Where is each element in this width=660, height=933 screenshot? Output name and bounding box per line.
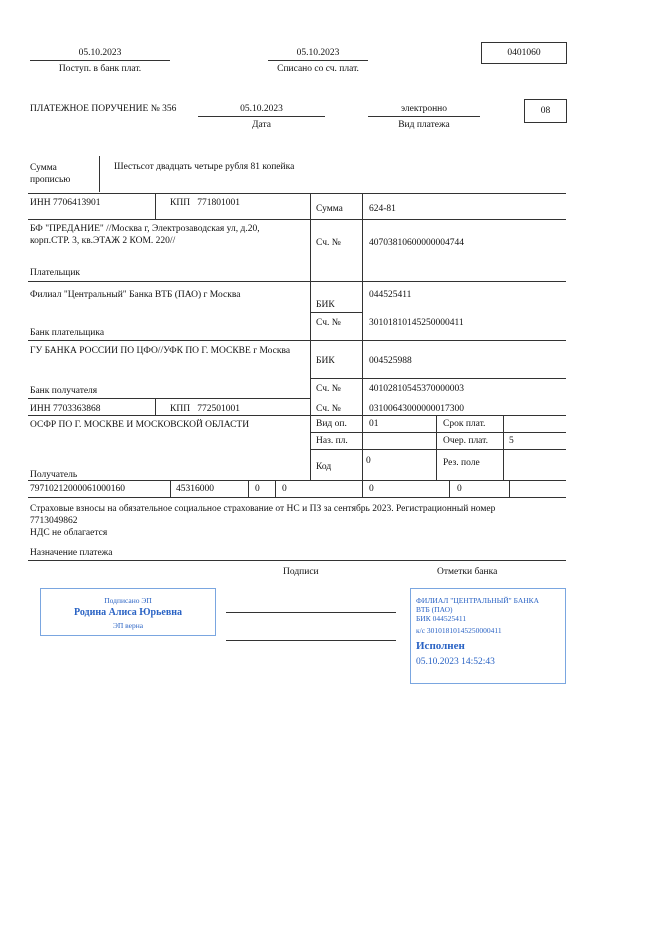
recipient-account-label: Сч. № — [316, 404, 341, 414]
payer-bank-account-label: Сч. № — [316, 318, 341, 328]
recipient-bank-account: 40102810545370000003 — [369, 384, 464, 394]
payer-name-line2: корп.СТР. 3, кв.ЭТАЖ 2 КОМ. 220// — [30, 236, 176, 246]
recipient-bank-bik-label: БИК — [316, 356, 335, 366]
tax-field-3: 0 — [255, 484, 260, 494]
payer-bank-account: 30101810145250000411 — [369, 318, 464, 328]
payer-account: 40703810600000004744 — [369, 238, 464, 248]
payment-type: электронно — [400, 104, 448, 114]
amount-value: 624-81 — [369, 204, 396, 214]
term-label: Срок плат. — [443, 419, 486, 429]
payer-bank-label: Банк плательщика — [30, 328, 105, 338]
date-received-label: Поступ. в банк плат. — [58, 64, 142, 74]
form-code: 0401060 — [507, 48, 541, 58]
op-type-label: Вид оп. — [316, 419, 347, 429]
payer-name-line1: БФ "ПРЕДАНИЕ" //Москва г, Электрозаводская ул, д.20, — [30, 224, 260, 234]
date-received: 05.10.2023 — [78, 48, 122, 58]
signature-stamp — [40, 588, 216, 636]
purpose-line2: 7713049862 — [30, 516, 78, 526]
payment-type-label: Вид платежа — [398, 120, 450, 130]
recipient-bank-bik: 004525988 — [369, 356, 412, 366]
recipient-bank-account-label: Сч. № — [316, 384, 341, 394]
recipient-kpp: КПП 772501001 — [170, 404, 240, 414]
tax-field-5: 0 — [369, 484, 374, 494]
payer-inn: ИНН 7706413901 — [30, 198, 101, 208]
purpose-label: Назначение платежа — [30, 548, 113, 558]
bank-stamp-status: Исполнен — [416, 640, 465, 652]
signed-ep-text: Подписано ЭП — [104, 596, 152, 605]
payer-bank-bik-label: БИК — [316, 300, 335, 310]
recipient-account: 03100643000000017300 — [369, 404, 464, 414]
queue-label: Очер. плат. — [443, 436, 488, 446]
amount-words-label: Сумма прописью — [30, 163, 71, 185]
date-debited-label: Списано со сч. плат. — [277, 64, 359, 74]
amount-words-value: Шестьсот двадцать четыре рубля 81 копейка — [114, 162, 295, 172]
payer-bank-bik: 044525411 — [369, 290, 412, 300]
recipient-name: ОСФР ПО Г. МОСКВЕ И МОСКОВСКОЙ ОБЛАСТИ — [30, 420, 250, 430]
bank-stamp-line1: ФИЛИАЛ "ЦЕНТРАЛЬНЫЙ" БАНКА — [416, 596, 540, 605]
code-label: Код — [316, 462, 332, 472]
recipient-label: Получатель — [30, 470, 78, 480]
form-code-box — [481, 42, 567, 64]
bank-marks-label: Отметки банка — [437, 567, 498, 577]
ep-valid-text: ЭП верна — [112, 621, 144, 630]
bank-stamp-line2: ВТБ (ПАО) — [416, 605, 453, 614]
payer-account-label: Сч. № — [316, 238, 341, 248]
amount-label: Сумма — [316, 204, 343, 214]
bank-stamp — [410, 588, 566, 684]
order-date: 05.10.2023 — [240, 104, 283, 114]
recipient-bank-label: Банк получателя — [30, 386, 98, 396]
tax-field-4: 0 — [282, 484, 287, 494]
order-date-label: Дата — [252, 120, 271, 130]
priority-box — [524, 99, 567, 123]
signatures-label: Подписи — [283, 567, 319, 577]
queue-value: 5 — [509, 436, 514, 446]
payer-kpp: КПП 771801001 — [170, 198, 240, 208]
op-type: 01 — [369, 419, 379, 429]
purpose-line3: НДС не облагается — [30, 528, 108, 538]
recipient-inn: ИНН 7703363868 — [30, 404, 101, 414]
signer-name: Родина Алиса Юрьевна — [73, 607, 183, 618]
recipient-bank-name: ГУ БАНКА РОССИИ ПО ЦФО//УФК ПО Г. МОСКВЕ г Москва — [30, 346, 291, 356]
tax-oktmo: 45316000 — [176, 484, 214, 494]
bank-stamp-line4: к/с 30101810145250000411 — [416, 626, 502, 635]
bank-stamp-datetime: 05.10.2023 14:52:43 — [416, 657, 495, 667]
purpose-code-label: Наз. пл. — [316, 436, 348, 446]
payer-bank-name: Филиал "Центральный" Банка ВТБ (ПАО) г Москва — [30, 290, 241, 300]
tax-kbk: 79710212000061000160 — [30, 484, 125, 494]
purpose-line1: Страховые взносы на обязательное социальное страхование от НС и ПЗ за сентябрь 2023. Регистрационный номер — [30, 504, 496, 514]
bank-stamp-line3: БИК 044525411 — [416, 614, 467, 623]
date-debited: 05.10.2023 — [296, 48, 340, 58]
order-title: ПЛАТЕЖНОЕ ПОРУЧЕНИЕ № 356 — [30, 104, 177, 114]
reserve-label: Рез. поле — [443, 458, 480, 468]
code-value: 0 — [366, 456, 371, 466]
priority-code: 08 — [540, 106, 551, 116]
payer-label: Плательщик — [30, 268, 81, 278]
tax-field-6: 0 — [457, 484, 462, 494]
